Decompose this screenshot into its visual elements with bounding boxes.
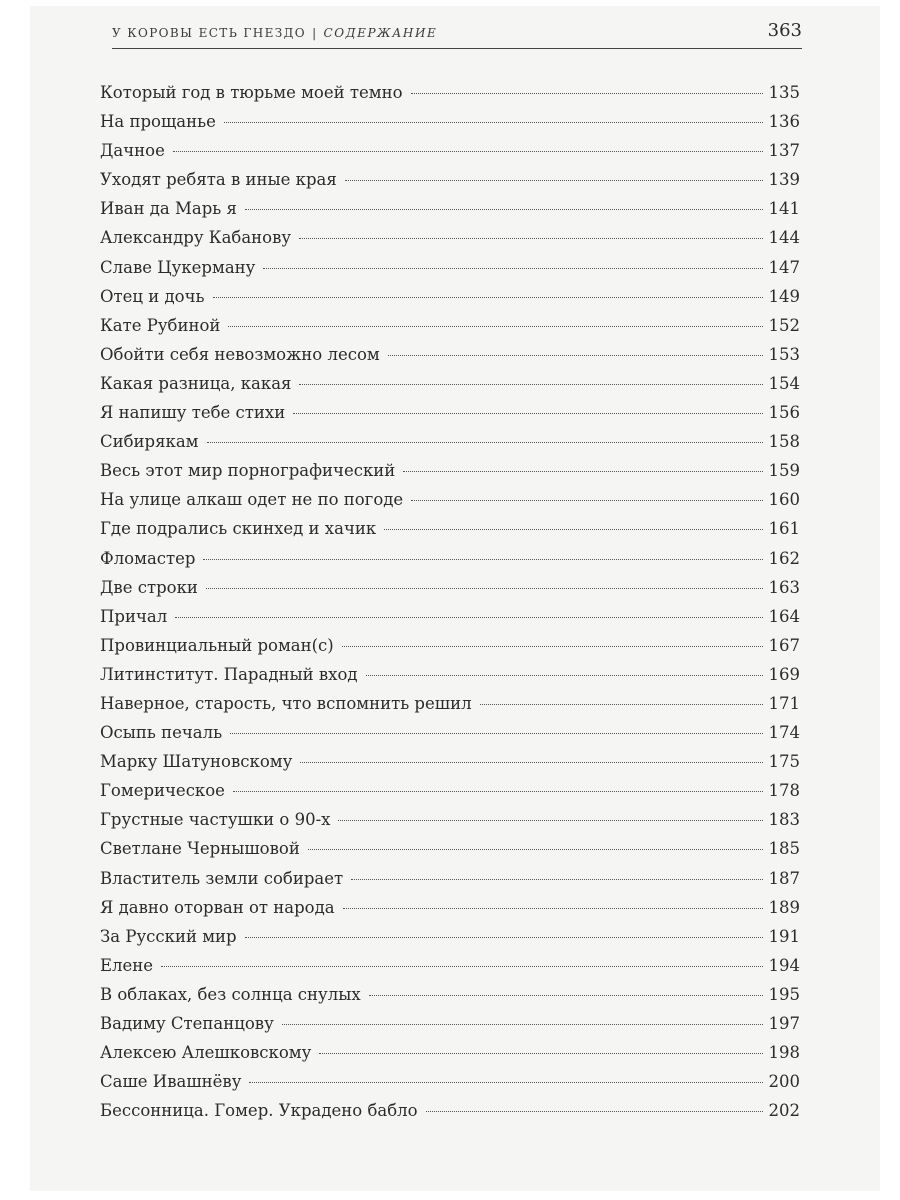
toc-entry-title: Где подрались скинхед и хачик: [100, 519, 377, 539]
toc-entry: [100, 1096, 800, 1125]
toc-entry: [100, 689, 800, 718]
dot-leader: [351, 879, 762, 880]
toc-entry-page: 135: [768, 83, 800, 102]
toc-entry-page: 159: [768, 461, 800, 481]
toc-entry: [100, 1038, 800, 1067]
toc-entry-title: Кате Рубиной: [100, 315, 221, 335]
toc-entry-page: 200: [768, 1072, 800, 1092]
toc-entry-page: 169: [768, 664, 800, 684]
toc-entry: [100, 747, 800, 776]
toc-entry-page: 139: [768, 170, 800, 190]
toc-entry-page: 141: [768, 199, 800, 219]
toc-entry-title: Саше Ивашнёву: [100, 1072, 242, 1092]
toc-entry-page: 164: [768, 606, 800, 626]
toc-entry-title: Вадиму Степанцову: [100, 1014, 274, 1033]
toc-entry-page: 183: [768, 810, 800, 830]
dot-leader: [299, 238, 762, 239]
dot-leader: [300, 762, 762, 763]
dot-leader: [388, 355, 763, 356]
toc-entry-page: 147: [768, 257, 800, 277]
toc-entry-title: В облаках, без солнца снулых: [100, 984, 361, 1004]
header-divider: [112, 48, 802, 49]
toc-entry-title: Славе Цукерману: [100, 257, 256, 277]
toc-entry-page: 136: [768, 112, 800, 132]
dot-leader: [319, 1053, 762, 1054]
toc-entry-page: 197: [768, 1014, 800, 1033]
dot-leader: [369, 995, 763, 996]
dot-leader: [161, 966, 762, 967]
section-title: СОДЕРЖАНИЕ: [323, 26, 438, 40]
toc-entry-title: Какая разница, какая: [100, 373, 292, 393]
toc-entry-page: 191: [768, 926, 800, 946]
toc-entry: [100, 1067, 800, 1096]
toc-entry-title: На прощанье: [100, 112, 216, 132]
toc-entry-title: Литинститут. Парадный вход: [100, 664, 358, 684]
toc-entry-page: 163: [768, 577, 800, 597]
toc-entry-title: Алексею Алешковскому: [100, 1043, 312, 1063]
toc-entry: [100, 456, 800, 485]
running-header: [112, 20, 802, 46]
toc-entry-page: 158: [768, 432, 800, 452]
dot-leader: [175, 617, 762, 618]
toc-entry-title: Грустные частушки о 90-х: [100, 810, 331, 830]
toc-entry-title: Отец и дочь: [100, 286, 205, 306]
toc-entry-page: 161: [768, 519, 800, 539]
toc-entry: [100, 544, 800, 573]
page-number: 363: [767, 20, 802, 41]
toc-entry-title: Елене: [100, 955, 154, 975]
dot-leader: [173, 151, 763, 152]
toc-entry-title: Александру Кабанову: [100, 228, 292, 248]
toc-entry-title: Две строки: [100, 577, 198, 597]
toc-entry-title: Обойти себя невозможно лесом: [100, 344, 380, 364]
toc-entry-page: 167: [768, 635, 800, 655]
toc-entry-title: Причал: [100, 606, 168, 626]
dot-leader: [411, 500, 762, 501]
toc-entry-page: 156: [768, 403, 800, 423]
toc-entry-page: 154: [768, 373, 800, 393]
toc-entry-page: 194: [768, 955, 800, 975]
dot-leader: [338, 820, 762, 821]
toc-entry: [100, 282, 800, 311]
toc-entry-page: 174: [768, 723, 800, 743]
toc-entry-title: Сибирякам: [100, 432, 199, 452]
dot-leader: [228, 326, 762, 327]
toc-entry: [100, 864, 800, 893]
dot-leader: [480, 704, 763, 705]
dot-leader: [233, 791, 763, 792]
toc-entry: [100, 718, 800, 747]
toc-entry: [100, 136, 800, 165]
toc-entry-title: Уходят ребята в иные края: [100, 170, 337, 190]
dot-leader: [249, 1082, 762, 1083]
toc-entry: [100, 980, 800, 1009]
toc-entry: [100, 194, 800, 223]
toc-entry-page: 185: [768, 839, 800, 859]
toc-entry: [100, 311, 800, 340]
toc-entry: [100, 1009, 800, 1038]
dot-leader: [343, 908, 763, 909]
toc-entry-title: Осыпь печаль: [100, 723, 223, 743]
toc-entry-page: 149: [768, 286, 800, 306]
dot-leader: [411, 93, 763, 94]
toc-entry-page: 171: [768, 693, 800, 713]
toc-entry: [100, 951, 800, 980]
dot-leader: [206, 588, 763, 589]
dot-leader: [245, 937, 763, 938]
dot-leader: [203, 559, 762, 560]
toc-entry-title: Бессонница. Гомер. Украдено бабло: [100, 1101, 418, 1121]
toc-entry: [100, 485, 800, 514]
toc-entry: [100, 893, 800, 922]
running-title: У КОРОВЫ ЕСТЬ ГНЕЗДО: [112, 26, 307, 40]
toc-entry-title: Весь этот мир порнографический: [100, 461, 396, 481]
toc-entry-page: 175: [768, 752, 800, 772]
dot-leader: [403, 471, 762, 472]
toc-entry: [100, 369, 800, 398]
dot-leader: [342, 646, 763, 647]
toc-entry: [100, 922, 800, 951]
toc-entry: [100, 631, 800, 660]
toc-entry: [100, 165, 800, 194]
toc-entry-title: Марку Шатуновскому: [100, 752, 293, 772]
toc-entry: [100, 107, 800, 136]
toc-entry-page: 178: [768, 781, 800, 801]
toc-entry-page: 160: [768, 490, 800, 510]
toc-entry: [100, 573, 800, 602]
dot-leader: [384, 529, 762, 530]
table-of-contents: [100, 78, 800, 1125]
toc-entry: [100, 340, 800, 369]
toc-entry-title: Светлане Чернышовой: [100, 839, 300, 859]
toc-entry-title: Фломастер: [100, 548, 196, 568]
toc-entry: [100, 602, 800, 631]
toc-entry: [100, 834, 800, 863]
dot-leader: [263, 268, 762, 269]
dot-leader: [230, 733, 762, 734]
toc-entry-page: 198: [768, 1043, 800, 1063]
toc-entry: [100, 660, 800, 689]
toc-entry: [100, 253, 800, 282]
toc-entry: [100, 398, 800, 427]
toc-entry-title: За Русский мир: [100, 926, 237, 946]
dot-leader: [345, 180, 763, 181]
toc-entry: [100, 223, 800, 252]
toc-entry-title: Наверное, старость, что вспомнить решил: [100, 693, 472, 713]
toc-entry-title: Властитель земли собирает: [100, 868, 344, 888]
toc-entry-page: 162: [768, 548, 800, 568]
toc-entry-page: 153: [768, 344, 800, 364]
toc-entry-page: 202: [768, 1101, 800, 1121]
dot-leader: [213, 297, 763, 298]
toc-entry: [100, 78, 800, 107]
dot-leader: [293, 413, 762, 414]
dot-leader: [224, 122, 763, 123]
toc-entry-page: 187: [768, 868, 800, 888]
toc-entry-title: Дачное: [100, 141, 165, 161]
toc-entry-page: 152: [768, 315, 800, 335]
toc-entry: [100, 805, 800, 834]
toc-entry-title: Я давно оторван от народа: [100, 897, 335, 917]
header-separator: |: [312, 26, 318, 40]
dot-leader: [426, 1111, 763, 1112]
dot-leader: [207, 442, 763, 443]
toc-entry-title: Провинциальный роман(с): [100, 635, 334, 655]
toc-entry-title: Иван да Марь я: [100, 199, 237, 219]
dot-leader: [308, 849, 763, 850]
dot-leader: [299, 384, 762, 385]
toc-entry-title: Я напишу тебе стихи: [100, 403, 286, 423]
toc-entry-page: 137: [768, 141, 800, 161]
toc-entry: [100, 514, 800, 543]
header-title-line: [112, 26, 437, 40]
toc-entry-page: 144: [768, 228, 800, 248]
toc-entry-title: Который год в тюрьме моей темно: [100, 83, 403, 102]
toc-entry-title: На улице алкаш одет не по погоде: [100, 490, 404, 510]
book-page: [30, 6, 880, 1191]
dot-leader: [366, 675, 763, 676]
toc-entry: [100, 776, 800, 805]
toc-entry-title: Гомерическое: [100, 781, 225, 801]
toc-entry-page: 189: [768, 897, 800, 917]
dot-leader: [245, 209, 763, 210]
dot-leader: [282, 1024, 763, 1025]
toc-entry: [100, 427, 800, 456]
toc-entry-page: 195: [768, 984, 800, 1004]
